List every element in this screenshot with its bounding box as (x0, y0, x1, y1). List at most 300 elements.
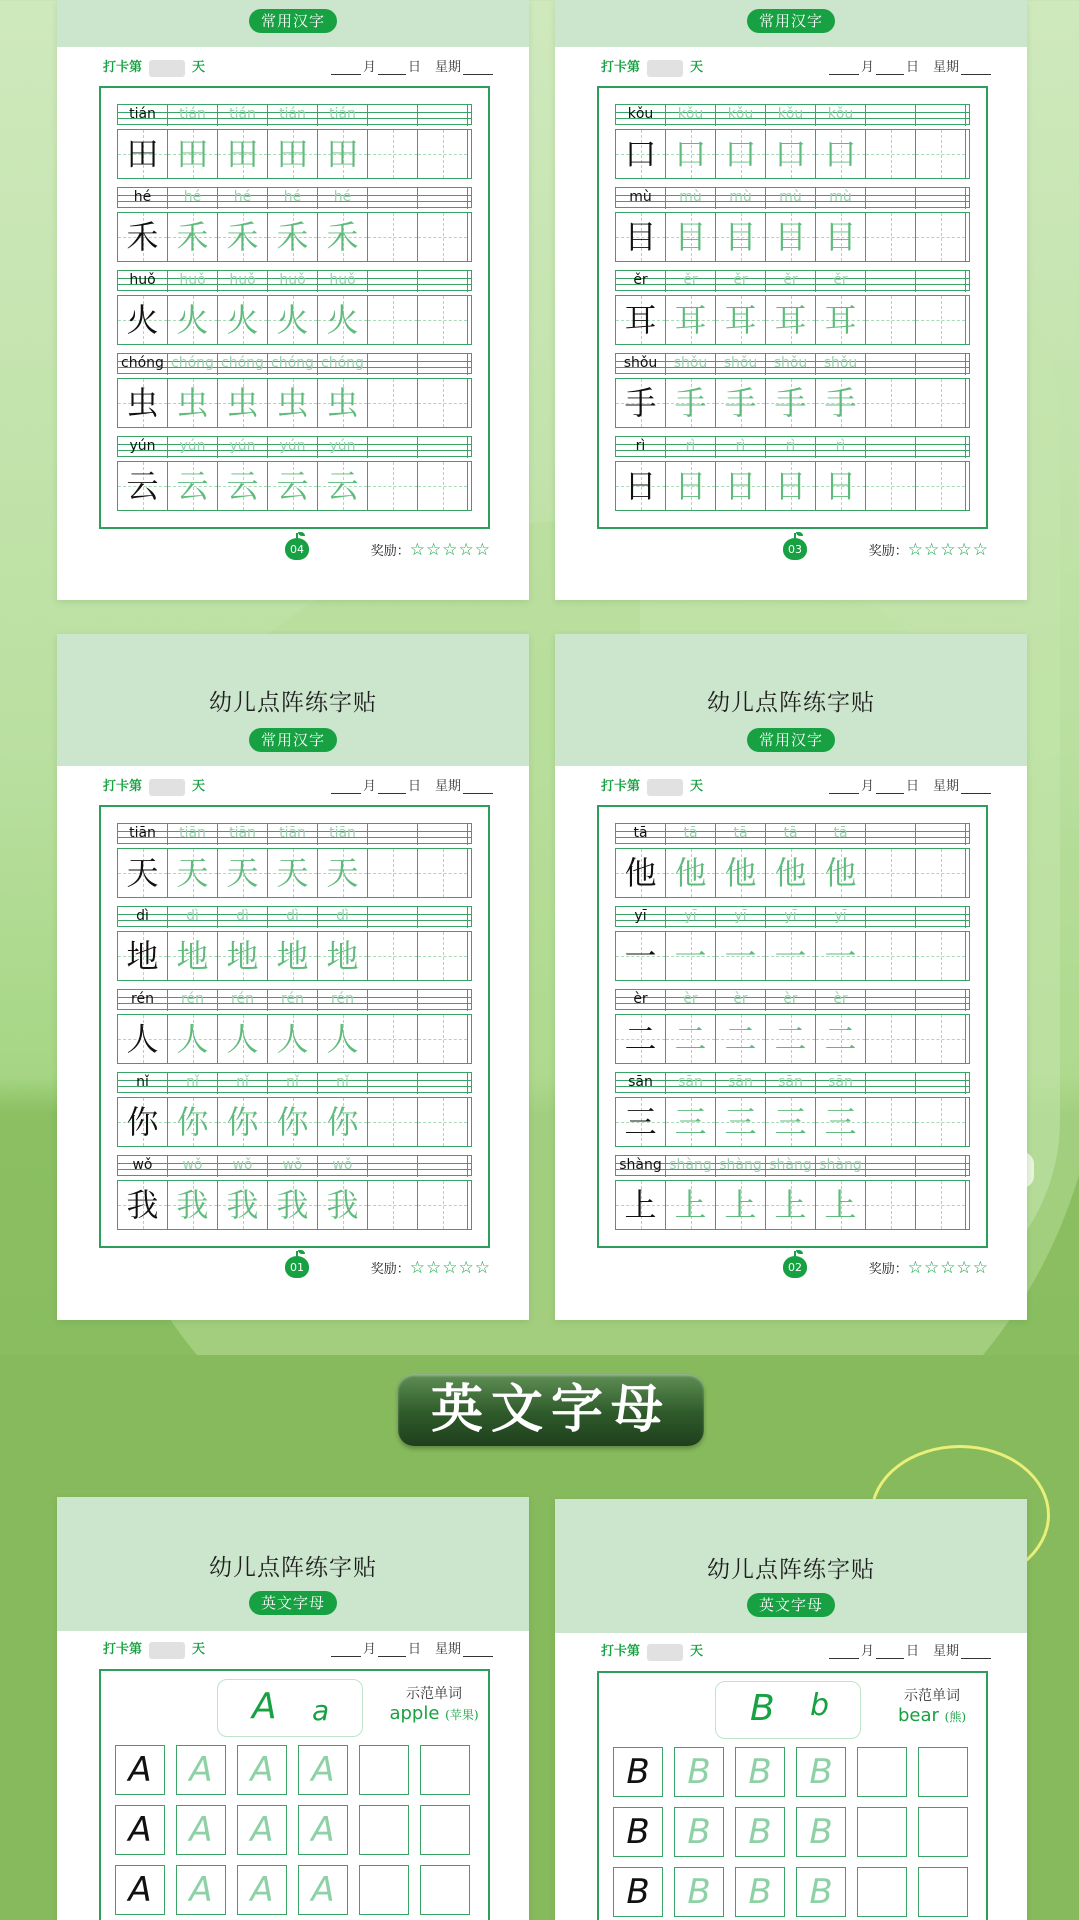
blank-practice-cell[interactable] (368, 1181, 418, 1229)
trace-letter[interactable]: A (237, 1745, 287, 1795)
blank-letter-cell[interactable] (420, 1865, 470, 1915)
trace-character[interactable]: 口 (716, 130, 766, 178)
pinyin-blank[interactable] (368, 437, 418, 458)
blank-practice-cell[interactable] (866, 130, 916, 178)
pinyin-trace[interactable]: chóng (218, 354, 268, 375)
pinyin-trace[interactable]: kǒu (766, 105, 816, 126)
checkin-day-box[interactable] (149, 60, 185, 77)
trace-character[interactable]: 他 (816, 849, 866, 897)
pinyin-blank[interactable] (418, 1073, 468, 1094)
blank-letter-cell[interactable] (420, 1805, 470, 1855)
trace-character[interactable]: 云 (318, 462, 368, 510)
pinyin-trace[interactable]: tā (766, 824, 816, 845)
trace-character[interactable]: 一 (766, 932, 816, 980)
pinyin-trace[interactable]: kǒu (666, 105, 716, 126)
pinyin-trace[interactable]: rì (666, 437, 716, 458)
blank-practice-cell[interactable] (866, 213, 916, 261)
pinyin-trace[interactable]: hé (318, 188, 368, 209)
trace-character[interactable]: 二 (766, 1015, 816, 1063)
blank-practice-cell[interactable] (368, 130, 418, 178)
checkin-day-box[interactable] (149, 779, 185, 796)
pinyin-trace[interactable]: nǐ (318, 1073, 368, 1094)
trace-character[interactable]: 他 (716, 849, 766, 897)
blank-practice-cell[interactable] (916, 1181, 966, 1229)
blank-practice-cell[interactable] (418, 379, 468, 427)
trace-character[interactable]: 耳 (716, 296, 766, 344)
pinyin-trace[interactable]: mù (766, 188, 816, 209)
blank-practice-cell[interactable] (368, 1015, 418, 1063)
trace-character[interactable]: 日 (766, 462, 816, 510)
trace-character[interactable]: 手 (666, 379, 716, 427)
trace-character[interactable]: 火 (168, 296, 218, 344)
blank-practice-cell[interactable] (418, 462, 468, 510)
pinyin-trace[interactable]: tián (168, 105, 218, 126)
pinyin-blank[interactable] (916, 437, 966, 458)
trace-letter[interactable]: A (237, 1865, 287, 1915)
blank-letter-cell[interactable] (857, 1867, 907, 1917)
pinyin-blank[interactable] (916, 271, 966, 292)
pinyin-blank[interactable] (916, 105, 966, 126)
pinyin-trace[interactable]: tián (318, 105, 368, 126)
english-practice-sheet (555, 1499, 1027, 1920)
pinyin-trace[interactable]: ěr (716, 271, 766, 292)
pinyin-blank[interactable] (418, 1156, 468, 1177)
book-title: 幼儿点阵练字贴 (209, 1555, 377, 1581)
trace-character[interactable]: 一 (666, 932, 716, 980)
blank-practice-cell[interactable] (368, 213, 418, 261)
trace-letter[interactable]: A (298, 1805, 348, 1855)
pinyin-trace[interactable]: nǐ (218, 1073, 268, 1094)
pinyin-trace[interactable]: rì (766, 437, 816, 458)
trace-letter[interactable]: B (674, 1807, 724, 1857)
pinyin-trace[interactable]: sān (666, 1073, 716, 1094)
blank-practice-cell[interactable] (916, 296, 966, 344)
trace-character[interactable]: 禾 (318, 213, 368, 261)
trace-character[interactable]: 口 (816, 130, 866, 178)
trace-letter[interactable]: A (176, 1805, 226, 1855)
pinyin-blank[interactable] (866, 188, 916, 209)
trace-character[interactable]: 地 (318, 932, 368, 980)
pinyin-trace[interactable]: rì (816, 437, 866, 458)
trace-letter[interactable]: A (176, 1865, 226, 1915)
blank-practice-cell[interactable] (418, 130, 468, 178)
pinyin-blank[interactable] (418, 907, 468, 928)
trace-character[interactable]: 你 (168, 1098, 218, 1146)
pinyin-trace[interactable]: tā (716, 824, 766, 845)
trace-character[interactable]: 你 (318, 1098, 368, 1146)
trace-character[interactable]: 虫 (218, 379, 268, 427)
trace-character[interactable]: 地 (268, 932, 318, 980)
pinyin-blank[interactable] (916, 1073, 966, 1094)
trace-letter[interactable]: B (735, 1747, 785, 1797)
pinyin-blank[interactable] (418, 354, 468, 375)
pinyin-blank[interactable] (866, 105, 916, 126)
pinyin-trace[interactable]: shǒu (716, 354, 766, 375)
pinyin-trace[interactable]: chóng (168, 354, 218, 375)
model-character: 目 (616, 213, 666, 261)
practice-sheet (57, 0, 529, 600)
page-number-apple-icon: 03 (783, 538, 807, 560)
pinyin-trace[interactable]: yún (168, 437, 218, 458)
pinyin-blank[interactable] (368, 1156, 418, 1177)
trace-character[interactable]: 禾 (218, 213, 268, 261)
pinyin-trace[interactable]: èr (666, 990, 716, 1011)
trace-character[interactable]: 火 (268, 296, 318, 344)
pinyin-trace[interactable]: yún (318, 437, 368, 458)
pinyin-trace[interactable]: dì (218, 907, 268, 928)
pinyin-blank[interactable] (866, 437, 916, 458)
pinyin-trace[interactable]: kǒu (716, 105, 766, 126)
blank-practice-cell[interactable] (916, 1098, 966, 1146)
pinyin-blank[interactable] (866, 990, 916, 1011)
trace-character[interactable]: 他 (766, 849, 816, 897)
pinyin-trace[interactable]: èr (816, 990, 866, 1011)
trace-character[interactable]: 云 (268, 462, 318, 510)
pinyin-blank[interactable] (368, 105, 418, 126)
pinyin-blank[interactable] (916, 354, 966, 375)
trace-character[interactable]: 他 (666, 849, 716, 897)
trace-character[interactable]: 禾 (268, 213, 318, 261)
trace-character[interactable]: 云 (218, 462, 268, 510)
pinyin-trace[interactable]: ěr (816, 271, 866, 292)
pinyin-trace[interactable]: shàng (766, 1156, 816, 1177)
pinyin-trace[interactable]: ěr (766, 271, 816, 292)
trace-character[interactable]: 田 (268, 130, 318, 178)
trace-character[interactable]: 田 (218, 130, 268, 178)
pinyin-trace[interactable]: mù (816, 188, 866, 209)
trace-character[interactable]: 日 (716, 462, 766, 510)
pinyin-trace[interactable]: rén (218, 990, 268, 1011)
pinyin-blank[interactable] (916, 990, 966, 1011)
trace-character[interactable]: 你 (218, 1098, 268, 1146)
trace-letter[interactable]: B (674, 1747, 724, 1797)
blank-letter-cell[interactable] (359, 1865, 409, 1915)
pinyin-trace[interactable]: dì (318, 907, 368, 928)
blank-practice-cell[interactable] (916, 932, 966, 980)
pinyin-trace[interactable]: yī (766, 907, 816, 928)
blank-practice-cell[interactable] (368, 932, 418, 980)
pinyin-blank[interactable] (368, 824, 418, 845)
blank-practice-cell[interactable] (866, 932, 916, 980)
trace-character[interactable]: 上 (766, 1181, 816, 1229)
trace-character[interactable]: 人 (168, 1015, 218, 1063)
pinyin-trace[interactable]: èr (766, 990, 816, 1011)
pinyin-trace[interactable]: rì (716, 437, 766, 458)
blank-practice-cell[interactable] (916, 130, 966, 178)
letter-demo-box: B b (715, 1681, 861, 1739)
blank-practice-cell[interactable] (368, 296, 418, 344)
pinyin-blank[interactable] (368, 990, 418, 1011)
trace-character[interactable]: 人 (268, 1015, 318, 1063)
checkin-day-box[interactable] (647, 1644, 683, 1661)
trace-character[interactable]: 你 (268, 1098, 318, 1146)
trace-character[interactable]: 目 (716, 213, 766, 261)
trace-letter[interactable]: B (674, 1867, 724, 1917)
pinyin-trace[interactable]: tiān (268, 824, 318, 845)
pinyin-trace[interactable]: hé (268, 188, 318, 209)
pinyin-trace[interactable]: rén (168, 990, 218, 1011)
pinyin-blank[interactable] (418, 437, 468, 458)
pinyin-trace[interactable]: shàng (816, 1156, 866, 1177)
blank-practice-cell[interactable] (368, 379, 418, 427)
pinyin-band (615, 906, 970, 927)
pinyin-blank[interactable] (866, 824, 916, 845)
trace-letter[interactable]: A (237, 1805, 287, 1855)
blank-letter-cell[interactable] (857, 1807, 907, 1857)
pinyin-blank[interactable] (368, 188, 418, 209)
pinyin-blank[interactable] (418, 824, 468, 845)
blank-letter-cell[interactable] (359, 1805, 409, 1855)
pinyin-blank[interactable] (418, 271, 468, 292)
category-tag: 常用汉字 (747, 9, 835, 33)
pinyin-label: kǒu (616, 105, 666, 126)
pinyin-blank[interactable] (368, 354, 418, 375)
trace-letter[interactable]: A (298, 1865, 348, 1915)
pinyin-trace[interactable]: tā (816, 824, 866, 845)
blank-practice-cell[interactable] (418, 1181, 468, 1229)
pinyin-trace[interactable]: tián (218, 105, 268, 126)
trace-letter[interactable]: B (796, 1867, 846, 1917)
pinyin-trace[interactable]: tiān (318, 824, 368, 845)
pinyin-label: sān (616, 1073, 666, 1094)
pinyin-blank[interactable] (866, 1156, 916, 1177)
blank-practice-cell[interactable] (916, 379, 966, 427)
pinyin-trace[interactable]: huǒ (268, 271, 318, 292)
pinyin-trace[interactable]: huǒ (318, 271, 368, 292)
practice-row (615, 906, 970, 975)
pinyin-band (117, 1072, 472, 1093)
pinyin-blank[interactable] (368, 1073, 418, 1094)
pinyin-label: yún (118, 437, 168, 458)
pinyin-trace[interactable]: sān (716, 1073, 766, 1094)
pinyin-trace[interactable]: huǒ (168, 271, 218, 292)
trace-character[interactable]: 火 (318, 296, 368, 344)
trace-character[interactable]: 上 (666, 1181, 716, 1229)
trace-character[interactable]: 目 (766, 213, 816, 261)
trace-character[interactable]: 我 (168, 1181, 218, 1229)
pinyin-trace[interactable]: tā (666, 824, 716, 845)
trace-character[interactable]: 目 (816, 213, 866, 261)
model-letter: A (115, 1805, 165, 1855)
blank-practice-cell[interactable] (418, 932, 468, 980)
trace-letter[interactable]: A (298, 1745, 348, 1795)
pinyin-trace[interactable]: mù (666, 188, 716, 209)
pinyin-blank[interactable] (866, 271, 916, 292)
trace-character[interactable]: 虫 (268, 379, 318, 427)
pinyin-trace[interactable]: shǒu (666, 354, 716, 375)
trace-character[interactable]: 上 (816, 1181, 866, 1229)
blank-practice-cell[interactable] (866, 379, 916, 427)
trace-character[interactable]: 天 (218, 849, 268, 897)
trace-character[interactable]: 我 (218, 1181, 268, 1229)
trace-character[interactable]: 天 (318, 849, 368, 897)
blank-practice-cell[interactable] (418, 213, 468, 261)
checkin-label: 打卡第 天 (601, 60, 704, 75)
pinyin-blank[interactable] (418, 990, 468, 1011)
blank-practice-cell[interactable] (418, 1098, 468, 1146)
pinyin-trace[interactable]: hé (168, 188, 218, 209)
pinyin-blank[interactable] (916, 1156, 966, 1177)
checkin-day-box[interactable] (647, 60, 683, 77)
blank-practice-cell[interactable] (916, 213, 966, 261)
pinyin-blank[interactable] (368, 907, 418, 928)
pinyin-band (615, 1155, 970, 1176)
trace-character[interactable]: 手 (766, 379, 816, 427)
blank-practice-cell[interactable] (866, 1015, 916, 1063)
blank-practice-cell[interactable] (368, 462, 418, 510)
trace-character[interactable]: 三 (816, 1098, 866, 1146)
trace-character[interactable]: 手 (816, 379, 866, 427)
trace-character[interactable]: 手 (716, 379, 766, 427)
pinyin-blank[interactable] (418, 188, 468, 209)
trace-character[interactable]: 日 (666, 462, 716, 510)
blank-practice-cell[interactable] (866, 849, 916, 897)
pinyin-blank[interactable] (916, 188, 966, 209)
trace-character[interactable]: 云 (168, 462, 218, 510)
blank-letter-cell[interactable] (918, 1867, 968, 1917)
blank-practice-cell[interactable] (866, 296, 916, 344)
blank-practice-cell[interactable] (866, 1098, 916, 1146)
pinyin-trace[interactable]: yún (218, 437, 268, 458)
trace-character[interactable]: 口 (666, 130, 716, 178)
trace-character[interactable]: 二 (666, 1015, 716, 1063)
pinyin-trace[interactable]: tiān (218, 824, 268, 845)
trace-character[interactable]: 天 (268, 849, 318, 897)
checkin-day-box[interactable] (149, 1642, 185, 1659)
trace-character[interactable]: 上 (716, 1181, 766, 1229)
pinyin-trace[interactable]: wǒ (218, 1156, 268, 1177)
trace-character[interactable]: 虫 (168, 379, 218, 427)
checkin-day-box[interactable] (647, 779, 683, 796)
pinyin-trace[interactable]: èr (716, 990, 766, 1011)
pinyin-trace[interactable]: yī (716, 907, 766, 928)
trace-character[interactable]: 目 (666, 213, 716, 261)
blank-practice-cell[interactable] (866, 1181, 916, 1229)
pinyin-trace[interactable]: nǐ (168, 1073, 218, 1094)
trace-character[interactable]: 一 (716, 932, 766, 980)
trace-character[interactable]: 我 (318, 1181, 368, 1229)
pinyin-trace[interactable]: chóng (268, 354, 318, 375)
trace-character[interactable]: 地 (218, 932, 268, 980)
pinyin-trace[interactable]: dì (268, 907, 318, 928)
pinyin-trace[interactable]: nǐ (268, 1073, 318, 1094)
blank-practice-cell[interactable] (368, 849, 418, 897)
pinyin-trace[interactable]: sān (766, 1073, 816, 1094)
trace-character[interactable]: 人 (218, 1015, 268, 1063)
blank-practice-cell[interactable] (916, 462, 966, 510)
pinyin-trace[interactable]: shǒu (766, 354, 816, 375)
pinyin-trace[interactable]: chóng (318, 354, 368, 375)
pinyin-blank[interactable] (866, 907, 916, 928)
pinyin-trace[interactable]: ěr (666, 271, 716, 292)
pinyin-trace[interactable]: tián (268, 105, 318, 126)
trace-character[interactable]: 我 (268, 1181, 318, 1229)
trace-character[interactable]: 日 (816, 462, 866, 510)
blank-practice-cell[interactable] (866, 462, 916, 510)
pinyin-band (117, 906, 472, 927)
pinyin-trace[interactable]: huǒ (218, 271, 268, 292)
blank-letter-cell[interactable] (420, 1745, 470, 1795)
pinyin-trace[interactable]: wǒ (168, 1156, 218, 1177)
pinyin-trace[interactable]: kǒu (816, 105, 866, 126)
pinyin-band (117, 1155, 472, 1176)
pinyin-trace[interactable]: sān (816, 1073, 866, 1094)
pinyin-trace[interactable]: shàng (716, 1156, 766, 1177)
blank-letter-cell[interactable] (857, 1747, 907, 1797)
pinyin-trace[interactable]: wǒ (318, 1156, 368, 1177)
category-tag: 常用汉字 (747, 728, 835, 752)
trace-character[interactable]: 耳 (816, 296, 866, 344)
pinyin-blank[interactable] (916, 824, 966, 845)
blank-practice-cell[interactable] (368, 1098, 418, 1146)
pinyin-blank[interactable] (368, 271, 418, 292)
practice-row (615, 1072, 970, 1141)
trace-character[interactable]: 禾 (168, 213, 218, 261)
trace-character[interactable]: 火 (218, 296, 268, 344)
trace-character[interactable]: 田 (318, 130, 368, 178)
checkin-label: 打卡第 天 (601, 1644, 704, 1659)
pinyin-trace[interactable]: shàng (666, 1156, 716, 1177)
pinyin-trace[interactable]: mù (716, 188, 766, 209)
trace-character[interactable]: 三 (716, 1098, 766, 1146)
trace-character[interactable]: 田 (168, 130, 218, 178)
trace-character[interactable]: 口 (766, 130, 816, 178)
trace-character[interactable]: 人 (318, 1015, 368, 1063)
pinyin-trace[interactable]: yī (666, 907, 716, 928)
trace-character[interactable]: 耳 (666, 296, 716, 344)
pinyin-trace[interactable]: hé (218, 188, 268, 209)
trace-character[interactable]: 二 (816, 1015, 866, 1063)
trace-character[interactable]: 二 (716, 1015, 766, 1063)
pinyin-blank[interactable] (418, 105, 468, 126)
trace-letter[interactable]: B (735, 1807, 785, 1857)
blank-practice-cell[interactable] (418, 1015, 468, 1063)
pinyin-trace[interactable]: yún (268, 437, 318, 458)
trace-letter[interactable]: B (796, 1747, 846, 1797)
trace-character[interactable]: 一 (816, 932, 866, 980)
pinyin-trace[interactable]: rén (318, 990, 368, 1011)
pinyin-trace[interactable]: dì (168, 907, 218, 928)
trace-character[interactable]: 地 (168, 932, 218, 980)
practice-row (117, 1072, 472, 1141)
pinyin-blank[interactable] (866, 1073, 916, 1094)
trace-character[interactable]: 三 (766, 1098, 816, 1146)
blank-practice-cell[interactable] (418, 849, 468, 897)
blank-letter-cell[interactable] (918, 1807, 968, 1857)
pinyin-blank[interactable] (916, 907, 966, 928)
blank-letter-cell[interactable] (918, 1747, 968, 1797)
pinyin-trace[interactable]: yī (816, 907, 866, 928)
trace-character[interactable]: 虫 (318, 379, 368, 427)
blank-letter-cell[interactable] (359, 1745, 409, 1795)
trace-character[interactable]: 耳 (766, 296, 816, 344)
pinyin-trace[interactable]: shǒu (816, 354, 866, 375)
trace-character[interactable]: 天 (168, 849, 218, 897)
practice-row (117, 823, 472, 892)
trace-character[interactable]: 三 (666, 1098, 716, 1146)
pinyin-trace[interactable]: rén (268, 990, 318, 1011)
trace-letter[interactable]: B (735, 1867, 785, 1917)
trace-letter[interactable]: B (796, 1807, 846, 1857)
model-character: 二 (616, 1015, 666, 1063)
blank-practice-cell[interactable] (418, 296, 468, 344)
pinyin-trace[interactable]: tiān (168, 824, 218, 845)
blank-practice-cell[interactable] (916, 1015, 966, 1063)
blank-practice-cell[interactable] (916, 849, 966, 897)
trace-letter[interactable]: A (176, 1745, 226, 1795)
pinyin-trace[interactable]: wǒ (268, 1156, 318, 1177)
pinyin-blank[interactable] (866, 354, 916, 375)
